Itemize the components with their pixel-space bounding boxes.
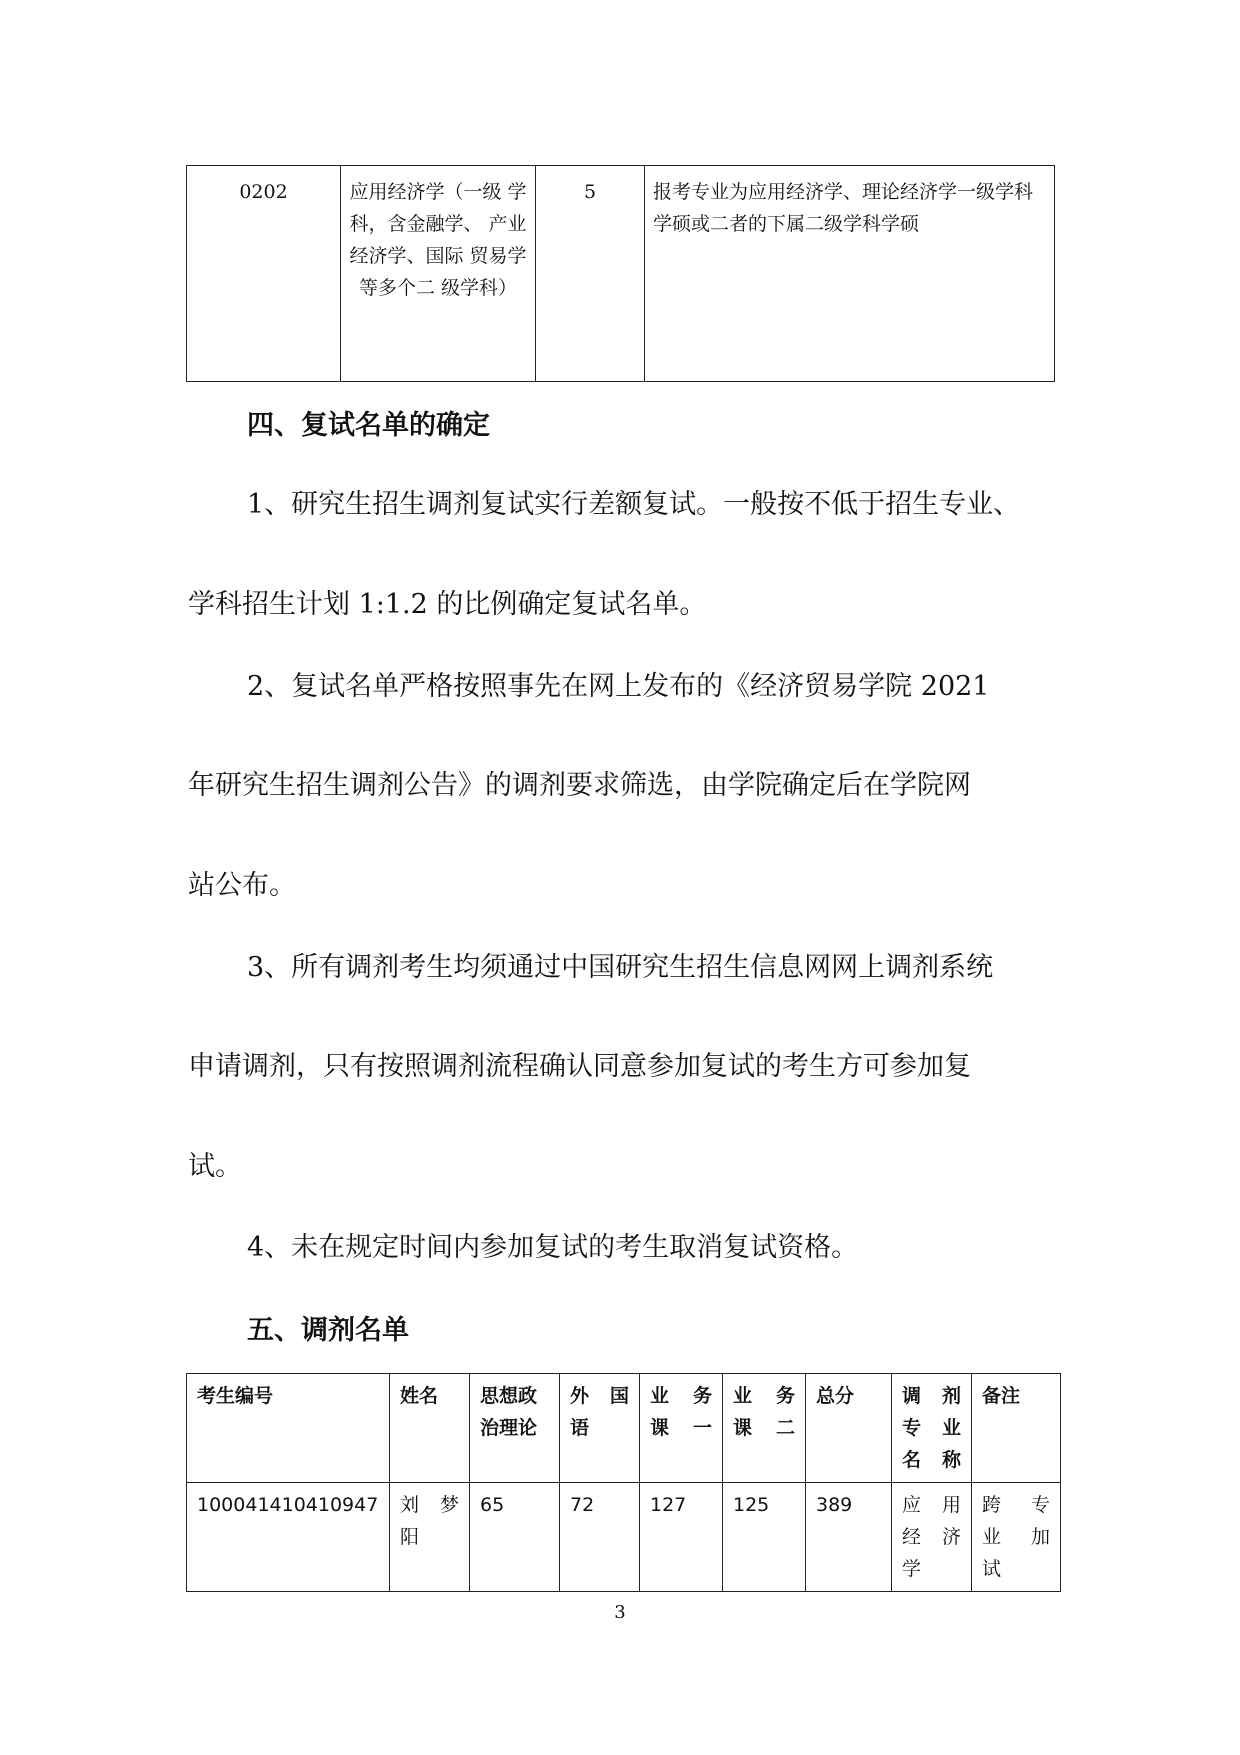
politics-score-cell: 65 — [470, 1483, 560, 1592]
paragraph-line: 试。 — [188, 1151, 242, 1182]
transfer-list-table — [186, 1373, 1061, 1592]
table-header-row — [187, 1374, 1061, 1483]
table-row — [187, 1483, 1061, 1592]
header-cell: 调 剂 专 业 名称 — [892, 1374, 972, 1483]
paragraph-line: 1、研究生招生调剂复试实行差额复试。一般按不低于招生专业、 — [247, 489, 1021, 520]
header-cell: 考生编号 — [187, 1374, 390, 1483]
major-code-cell: 0202 — [187, 166, 341, 382]
paragraph-line: 年研究生招生调剂公告》的调剂要求筛选，由学院确定后在学院网 — [188, 770, 971, 801]
header-cell: 业 务 课一 — [640, 1374, 723, 1483]
transfer-major-cell: 应 用 经 济 学 — [892, 1483, 972, 1592]
paragraph-line: 2、复试名单严格按照事先在网上发布的《经济贸易学院 2021 — [247, 671, 990, 702]
major-quota-table — [186, 165, 1055, 382]
paragraph-line: 站公布。 — [188, 870, 296, 901]
course2-score-cell: 125 — [723, 1483, 806, 1592]
header-cell: 思想政治理论 — [470, 1374, 560, 1483]
table-row — [187, 166, 1055, 382]
section-heading-4: 四、复试名单的确定 — [247, 410, 490, 441]
section-heading-5: 五、调剂名单 — [247, 1315, 409, 1346]
paragraph-line: 申请调剂，只有按照调剂流程确认同意参加复试的考生方可参加复 — [188, 1051, 971, 1082]
candidate-id-cell: 100041410410947 — [187, 1483, 390, 1592]
page-number: 3 — [614, 1602, 626, 1623]
paragraph-line: 4、未在规定时间内参加复试的考生取消复试资格。 — [247, 1232, 859, 1263]
header-cell: 外 国 语 — [560, 1374, 640, 1483]
total-score-cell: 389 — [806, 1483, 892, 1592]
note-cell: 跨 专 业 加 试 — [972, 1483, 1061, 1592]
header-cell: 备注 — [972, 1374, 1061, 1483]
paragraph-line: 学科招生计划 1:1.2 的比例确定复试名单。 — [188, 589, 707, 620]
quota-count-cell: 5 — [536, 166, 645, 382]
requirement-cell: 报考专业为应用经济学、理论经济学一级学科学硕或二者的下属二级学科学硕 — [645, 166, 1055, 382]
header-cell: 姓名 — [390, 1374, 470, 1483]
header-cell: 总分 — [806, 1374, 892, 1483]
candidate-name-cell: 刘 梦 阳 — [390, 1483, 470, 1592]
foreign-language-score-cell: 72 — [560, 1483, 640, 1592]
paragraph-line: 3、所有调剂考生均须通过中国研究生招生信息网网上调剂系统 — [247, 952, 994, 983]
course1-score-cell: 127 — [640, 1483, 723, 1592]
major-name-cell: 应用经济学（一级 学科，含金融学、 产业经济学、国际 贸易学等多个二 级学科） — [341, 166, 536, 382]
header-cell: 业 务 课二 — [723, 1374, 806, 1483]
